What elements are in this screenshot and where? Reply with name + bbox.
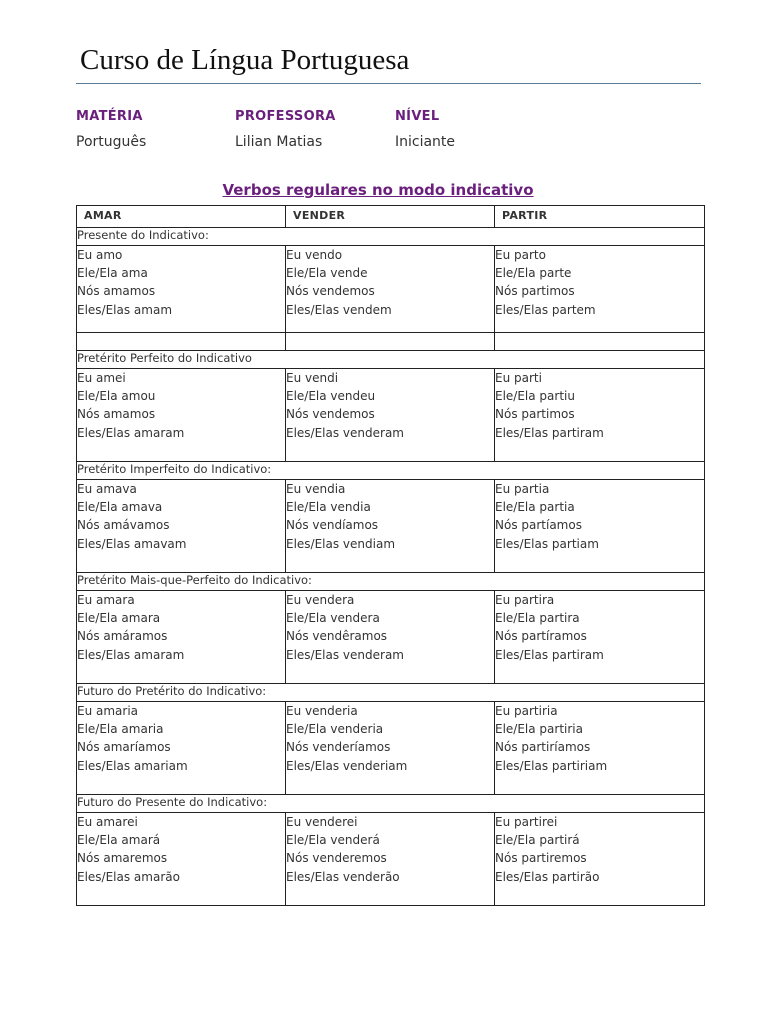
conjugation-line: Nós amaremos bbox=[77, 851, 168, 866]
section-title-row bbox=[77, 462, 705, 480]
conjugation-line: Ele/Ela parte bbox=[495, 266, 572, 281]
conjugation-line: Nós vendêramos bbox=[286, 629, 388, 644]
section-title-row bbox=[77, 795, 705, 813]
conjugation-line: Ele/Ela venderá bbox=[286, 833, 380, 848]
conjugation-line: Eles/Elas partirão bbox=[495, 869, 600, 884]
column-header-vender: VENDER bbox=[286, 206, 495, 228]
table-heading: Verbos regulares no modo indicativo bbox=[222, 181, 534, 199]
section-body-row bbox=[77, 591, 705, 684]
conjugation-line: Eu partirei bbox=[495, 815, 558, 829]
conjugation-line: Nós partimos bbox=[495, 407, 575, 422]
section-title: Presente do Indicativo: bbox=[77, 228, 705, 246]
conjugation-line: Eu amara bbox=[77, 593, 135, 607]
conjugation-line: Eu vendera bbox=[286, 593, 355, 607]
empty-cell bbox=[495, 333, 705, 351]
cell-vender bbox=[286, 246, 495, 333]
cell-amar bbox=[77, 813, 286, 906]
conjugation-line: Ele/Ela vendia bbox=[286, 500, 371, 515]
cell-partir bbox=[495, 246, 705, 333]
conjugation-line: Eu amei bbox=[77, 371, 126, 385]
conjugation-line: Eles/Elas partiriam bbox=[495, 758, 608, 773]
conjugation-line: Nós amávamos bbox=[77, 518, 170, 533]
cell-amar bbox=[77, 702, 286, 795]
conjugation-line: Nós amamos bbox=[77, 407, 156, 422]
conjugation-line: Nós partiríamos bbox=[495, 740, 591, 755]
conjugation-line: Eu partira bbox=[495, 593, 555, 607]
cell-amar bbox=[77, 480, 286, 573]
section-body-row bbox=[77, 480, 705, 573]
conjugation-line: Eles/Elas partiram bbox=[495, 425, 604, 440]
meta-nivel bbox=[395, 109, 565, 150]
conjugation-line: Eles/Elas amam bbox=[77, 302, 173, 317]
cell-partir bbox=[495, 591, 705, 684]
conjugation-line: Eu vendo bbox=[286, 248, 343, 262]
cell-vender bbox=[286, 591, 495, 684]
conjugation-line: Eles/Elas vendiam bbox=[286, 536, 396, 551]
section-title: Pretérito Perfeito do Indicativo bbox=[77, 351, 705, 369]
empty-cell bbox=[286, 333, 495, 351]
conjugation-line: Ele/Ela partia bbox=[495, 500, 575, 515]
conjugation-line: Ele/Ela amava bbox=[77, 500, 163, 515]
page-title: Curso de Língua Portuguesa bbox=[80, 44, 410, 76]
conjugation-line: Eles/Elas partem bbox=[495, 302, 596, 317]
conjugation-line: Eu parti bbox=[495, 371, 542, 385]
meta-label: MATÉRIA bbox=[76, 109, 143, 124]
meta-label: NÍVEL bbox=[395, 109, 440, 124]
conjugation-line: Ele/Ela amou bbox=[77, 389, 156, 404]
conjugation-line: Eles/Elas venderão bbox=[286, 869, 400, 884]
conjugation-line: Eles/Elas partiam bbox=[495, 536, 599, 551]
conjugation-line: Eu venderia bbox=[286, 704, 358, 718]
column-header-partir: PARTIR bbox=[495, 206, 705, 228]
conjugation-line: Eu partia bbox=[495, 482, 550, 496]
section-body-row bbox=[77, 369, 705, 462]
conjugation-line: Eu vendi bbox=[286, 371, 339, 385]
cell-vender bbox=[286, 702, 495, 795]
conjugation-line: Nós vendíamos bbox=[286, 518, 379, 533]
conjugation-line: Nós vendemos bbox=[286, 407, 375, 422]
cell-partir bbox=[495, 813, 705, 906]
conjugation-line: Ele/Ela partiria bbox=[495, 722, 583, 737]
conjugation-line: Nós partiremos bbox=[495, 851, 587, 866]
meta-professora bbox=[235, 109, 405, 150]
meta-value: Lilian Matias bbox=[235, 134, 323, 150]
conjugation-line: Eles/Elas amariam bbox=[77, 758, 188, 773]
conjugation-line: Nós partimos bbox=[495, 284, 575, 299]
conjugation-line: Eles/Elas amaram bbox=[77, 647, 185, 662]
cell-vender bbox=[286, 480, 495, 573]
column-header-amar: AMAR bbox=[77, 206, 286, 228]
empty-row bbox=[77, 333, 705, 351]
meta-value: Iniciante bbox=[395, 134, 456, 150]
conjugation-line: Ele/Ela partira bbox=[495, 611, 580, 626]
section-body-row bbox=[77, 246, 705, 333]
conjugation-line: Eles/Elas venderam bbox=[286, 647, 404, 662]
conjugation-line: Eles/Elas amavam bbox=[77, 536, 187, 551]
cell-partir bbox=[495, 480, 705, 573]
conjugation-line: Eles/Elas amaram bbox=[77, 425, 185, 440]
cell-vender bbox=[286, 813, 495, 906]
conjugation-line: Nós amamos bbox=[77, 284, 156, 299]
section-title-row bbox=[77, 573, 705, 591]
conjugation-line: Nós venderíamos bbox=[286, 740, 391, 755]
section-title: Futuro do Presente do Indicativo: bbox=[77, 795, 705, 813]
section-title: Futuro do Pretérito do Indicativo: bbox=[77, 684, 705, 702]
header-row bbox=[77, 206, 705, 228]
conjugation-line: Eu amo bbox=[77, 248, 123, 262]
conjugation-line: Eles/Elas partiram bbox=[495, 647, 604, 662]
empty-cell bbox=[77, 333, 286, 351]
conjugation-table bbox=[76, 205, 705, 906]
conjugation-line: Ele/Ela vende bbox=[286, 266, 368, 281]
conjugation-line: Nós vendemos bbox=[286, 284, 375, 299]
conjugation-line: Eu amarei bbox=[77, 815, 138, 829]
conjugation-line: Ele/Ela ama bbox=[77, 266, 148, 281]
conjugation-line: Ele/Ela partirá bbox=[495, 833, 580, 848]
cell-vender bbox=[286, 369, 495, 462]
conjugation-line: Eu amava bbox=[77, 482, 137, 496]
conjugation-line: Eles/Elas vendem bbox=[286, 302, 392, 317]
cell-amar bbox=[77, 369, 286, 462]
conjugation-line: Eles/Elas venderam bbox=[286, 425, 404, 440]
meta-materia bbox=[76, 109, 246, 150]
cell-partir bbox=[495, 369, 705, 462]
conjugation-line: Ele/Ela amará bbox=[77, 833, 161, 848]
conjugation-line: Eu parto bbox=[495, 248, 546, 262]
conjugation-line: Nós amaríamos bbox=[77, 740, 171, 755]
section-body-row bbox=[77, 813, 705, 906]
section-title: Pretérito Mais-que-Perfeito do Indicativo: bbox=[77, 573, 705, 591]
conjugation-line: Nós partíamos bbox=[495, 518, 582, 533]
meta-value: Português bbox=[76, 134, 147, 150]
conjugation-line: Nós amáramos bbox=[77, 629, 168, 644]
conjugation-line: Nós partíramos bbox=[495, 629, 587, 644]
meta-label: PROFESSORA bbox=[235, 109, 336, 124]
section-title-row bbox=[77, 684, 705, 702]
conjugation-line: Eles/Elas venderiam bbox=[286, 758, 408, 773]
conjugation-line: Ele/Ela partiu bbox=[495, 389, 575, 404]
section-title-row bbox=[77, 228, 705, 246]
conjugation-line: Eu amaria bbox=[77, 704, 139, 718]
conjugation-line: Eu vendia bbox=[286, 482, 346, 496]
cell-amar bbox=[77, 246, 286, 333]
conjugation-line: Eles/Elas amarão bbox=[77, 869, 180, 884]
conjugation-line: Ele/Ela amaria bbox=[77, 722, 164, 737]
conjugation-line: Eu partiria bbox=[495, 704, 558, 718]
section-title: Pretérito Imperfeito do Indicativo: bbox=[77, 462, 705, 480]
section-body-row bbox=[77, 702, 705, 795]
cell-partir bbox=[495, 702, 705, 795]
cell-amar bbox=[77, 591, 286, 684]
conjugation-line: Ele/Ela amara bbox=[77, 611, 161, 626]
conjugation-line: Eu venderei bbox=[286, 815, 358, 829]
conjugation-line: Ele/Ela vendeu bbox=[286, 389, 376, 404]
conjugation-line: Ele/Ela vendera bbox=[286, 611, 380, 626]
conjugation-line: Ele/Ela venderia bbox=[286, 722, 384, 737]
title-divider bbox=[76, 83, 701, 84]
section-title-row bbox=[77, 351, 705, 369]
conjugation-line: Nós venderemos bbox=[286, 851, 387, 866]
